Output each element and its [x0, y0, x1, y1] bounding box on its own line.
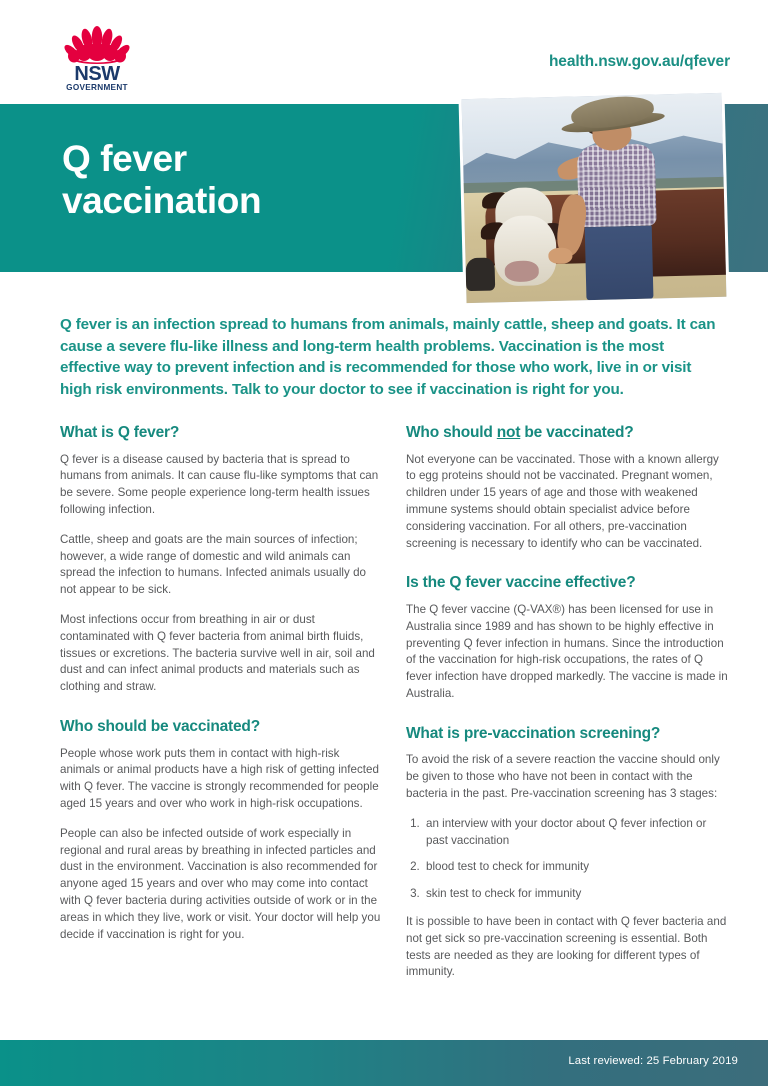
paragraph: Q fever is a disease caused by bacteria that is spread to humans from animals. It can cause flu-like symptoms that can be severe. Some people experience long-term health issues following infection. [60, 452, 379, 516]
paragraph: Most infections occur from breathing in air or dust contaminated with Q fever bacteria from animal birth fluids, tissues or excretions. The bacteria survive well in air, soil and dust and can infect animal products and materials such as clothing and straw. [60, 612, 375, 694]
photo-calf [465, 258, 494, 291]
last-reviewed-date: Last reviewed: 25 February 2019 [568, 1055, 738, 1067]
page-footer [0, 1040, 768, 1086]
page-header [0, 0, 768, 104]
paragraph: It is possible to have been in contact with Q fever bacteria and not get sick so pre-vaccination screening is essential. Both tests are needed as they are looking for different types of immunity. [406, 914, 727, 979]
screening-stages-list [406, 816, 730, 903]
paragraph: Cattle, sheep and goats are the main sources of infection; however, a wide range of domestic and wild animals can spread the infection to humans. Infected animals usually do not appear to be sick. [60, 532, 367, 597]
heading-text-after: be vaccinated? [520, 424, 634, 441]
left-column [60, 424, 382, 943]
section-heading-who-should-be-vaccinated: Who should be vaccinated? [60, 717, 260, 735]
paragraph: Not everyone can be vaccinated. Those with a known allergy to egg proteins should not be vaccinated. Pregnant women, children under 15 years of age and those with weakened immune systems should obtain specialist advice before considering vaccination. For all others, pre-vaccination screening is necessary to identify who can be vaccinated. [406, 452, 719, 550]
list-item: 1. an interview with your doctor about Q fever infection or past vaccination [423, 816, 730, 850]
section-heading-pre-vaccination-screening: What is pre-vaccination screening? [406, 724, 661, 742]
nsw-government-logo [58, 22, 136, 94]
site-url-link[interactable]: health.nsw.gov.au/qfever [548, 53, 730, 70]
paragraph: People whose work puts them in contact with high-risk animals or animal products have a high risk of getting infected with Q fever. The vaccine is strongly recommended for people aged 15 years and over who work in high-risk occupations. [60, 746, 379, 810]
section-heading-who-should-not-be-vaccinated [406, 424, 730, 443]
hero-photo [462, 93, 727, 303]
section-heading-is-vaccine-effective: Is the Q fever vaccine effective? [406, 574, 636, 592]
heading-text-emphasis: not [496, 424, 521, 441]
page-title [62, 138, 261, 222]
intro-paragraph: Q fever is an infection spread to humans from animals, mainly cattle, sheep and goats. It can cause a severe flu-like illness and long-term health problems. Vaccination is the most effective way to prevent infection and is recommended for those who work, live in or visit high risk environments. Talk to your doctor to see if vaccination is right for you. [60, 316, 716, 398]
right-column [406, 424, 730, 981]
photo-farmer-hand [548, 248, 572, 265]
photo-cow-muzzle [505, 261, 539, 282]
svg-text:GOVERNMENT: GOVERNMENT [66, 83, 128, 92]
svg-text:NSW: NSW [74, 63, 120, 85]
photo-farmer-shirt [577, 143, 657, 226]
paragraph: To avoid the risk of a severe reaction the vaccine should only be given to those who have not been in contact with the bacteria in the past. Pre-vaccination screening has 3 stages: [406, 753, 720, 800]
photo-farmer-jeans [584, 217, 654, 300]
list-item: 2. blood test to check for immunity [423, 859, 730, 876]
paragraph: The Q fever vaccine (Q-VAX®) has been licensed for use in Australia since 1989 and has shown to be highly effective in preventing Q fever infection in humans. Since the introduction of the vaccination for high-risk occupations, the rates of Q fever infection have dropped markedly. The vaccine is made in Australia. [406, 602, 728, 700]
section-heading-what-is-q-fever: What is Q fever? [60, 424, 180, 441]
heading-text-before: Who should [406, 424, 497, 441]
paragraph: People can also be infected outside of work especially in regional and rural areas by breathing in infected particles and dust in the environment. Vaccination is also recommended for anyone aged 15 years and over who may come into contact with Q fever bacteria during activities outside of work or in the areas in which they live, work or visit. Your doctor will help you decide if vaccination is right for you. [60, 826, 381, 941]
page-title-line-2: vaccination [62, 179, 262, 221]
page-title-line-1: Q fever [62, 138, 187, 179]
list-item: 3. skin test to check for immunity [423, 886, 730, 903]
